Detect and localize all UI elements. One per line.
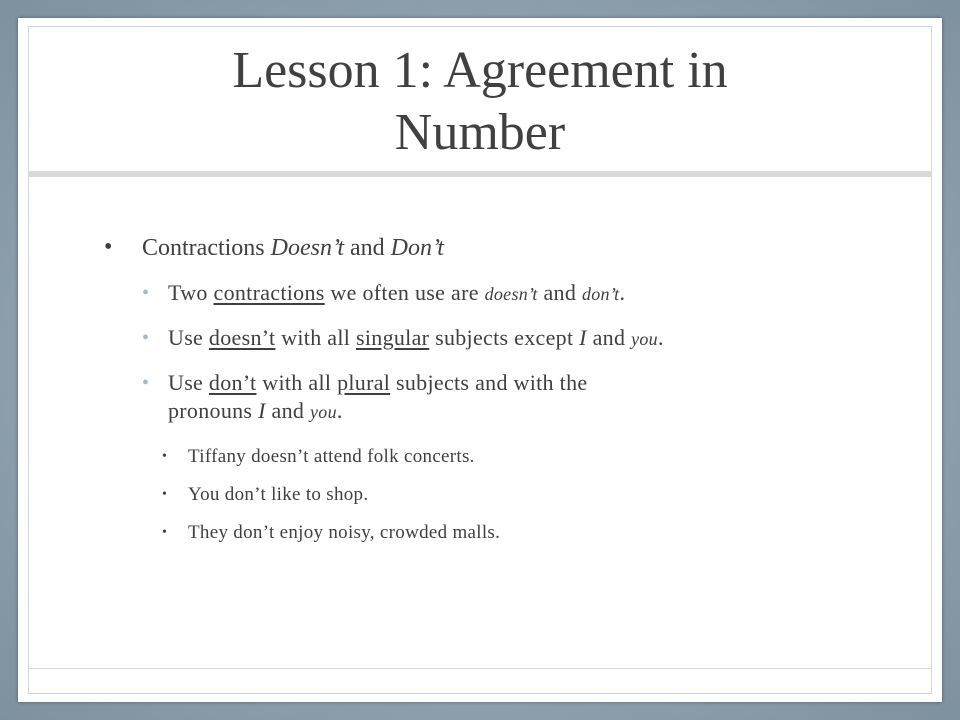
slide — [18, 18, 942, 702]
footer-divider — [28, 668, 932, 669]
example-item: You don’t like to shop. — [188, 484, 369, 505]
heading-bullet — [142, 235, 444, 262]
slide-content — [18, 18, 942, 702]
point1-underlined: contractions — [213, 280, 325, 305]
point1-text-d: . — [619, 280, 626, 305]
point2-text-e: . — [657, 325, 664, 350]
bullet-level3: • — [162, 525, 167, 540]
point3-line2-c: . — [336, 398, 343, 423]
point2-i: I — [579, 325, 587, 350]
point-dont-usage-line1 — [168, 370, 587, 396]
heading-dont: Don’t — [390, 235, 444, 261]
point1-text-c: and — [537, 280, 582, 305]
bullet-level2: • — [142, 282, 150, 304]
point-dont-usage-line2 — [168, 398, 343, 424]
point2-singular: singular — [356, 325, 430, 350]
point1-dont: don’t — [581, 284, 620, 304]
heading-doesnt: Doesn’t — [270, 235, 344, 261]
bullet-level3: • — [162, 487, 167, 502]
point3-text-c: subjects and with the — [390, 370, 588, 395]
example-item: They don’t enjoy noisy, crowded malls. — [188, 522, 501, 543]
heading-text: Contractions — [142, 235, 271, 261]
point3-text-a: Use — [168, 370, 209, 395]
point2-doesnt: doesn’t — [208, 325, 276, 350]
bullet-level3: • — [162, 449, 167, 464]
title-line-1: Lesson 1: Agreement in — [232, 42, 728, 99]
title-line-2: Number — [394, 104, 566, 161]
point3-i: I — [258, 398, 266, 423]
point3-line2-a: pronouns — [168, 398, 259, 423]
point-doesnt-usage — [168, 325, 664, 351]
point2-text-a: Use — [168, 325, 209, 350]
point2-text-b: with all — [275, 325, 356, 350]
point-contractions — [168, 280, 625, 306]
example-item: Tiffany doesn’t attend folk concerts. — [188, 446, 475, 467]
point2-text-d: and — [586, 325, 632, 350]
point2-you: you — [631, 329, 658, 349]
point3-you: you — [310, 402, 337, 422]
point3-text-b: with all — [256, 370, 338, 395]
point2-text-c: subjects except — [429, 325, 580, 350]
point1-doesnt: doesn’t — [484, 284, 538, 304]
bullet-level2: • — [142, 327, 150, 349]
point1-text-b: we often use are — [324, 280, 485, 305]
point3-line2-b: and — [265, 398, 310, 423]
bullet-level2: • — [142, 372, 150, 394]
point3-dont: don’t — [208, 370, 257, 395]
point1-text-a: Two — [168, 280, 214, 305]
bullet-level1: • — [104, 234, 113, 260]
point3-plural: plural — [337, 370, 391, 395]
heading-and: and — [343, 235, 391, 261]
